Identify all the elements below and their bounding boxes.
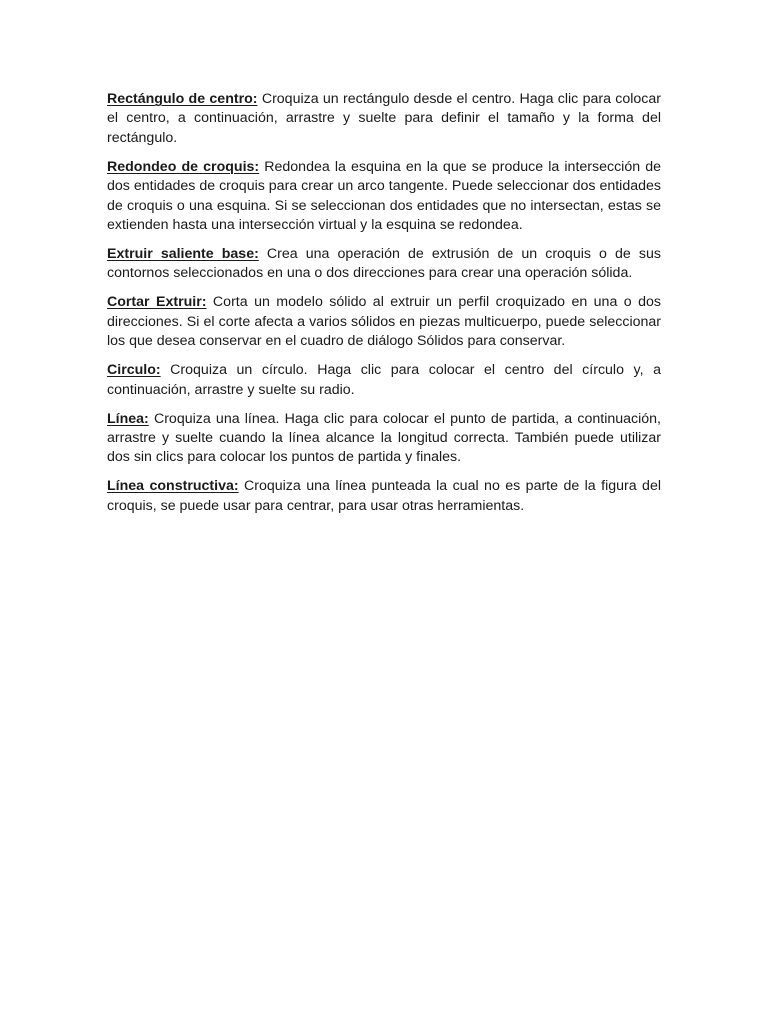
term-label: Extruir saliente base: xyxy=(107,246,259,263)
document-page xyxy=(107,90,661,526)
term-description: Croquiza una línea. Haga clic para colocar el punto de partida, a continuación, arrastre y suelte cuando la línea alcance la longitud correcta. También puede utilizar dos sin clics para colocar los puntos de partida y finales. xyxy=(107,410,661,466)
definition-cortar-extruir xyxy=(107,293,661,351)
term-label: Línea constructiva: xyxy=(107,478,239,495)
term-description: Corta un modelo sólido al extruir un perfil croquizado en una o dos direcciones. Si el corte afecta a varios sólidos en piezas multicuerpo, puede seleccionar los que desea conservar en el cuadro de diálogo Sólidos para conservar. xyxy=(107,294,662,350)
term-description: Croquiza una línea punteada la cual no es parte de la figura del croquis, se puede usar para centrar, para usar otras herramientas. xyxy=(107,478,661,514)
definition-extruir-saliente-base xyxy=(107,245,661,284)
definition-linea-constructiva xyxy=(107,477,661,516)
term-label: Circulo: xyxy=(107,362,161,379)
term-description: Croquiza un rectángulo desde el centro. Haga clic para colocar el centro, a continuación, arrastre y suelte para definir el tamaño y la forma del rectángulo. xyxy=(107,91,662,146)
definition-rectangulo-de-centro xyxy=(107,90,661,148)
definition-circulo xyxy=(107,361,661,400)
term-description: Redondea la esquina en la que se produce la intersección de dos entidades de croquis para crear un arco tangente. Puede seleccionar dos entidades de croquis o una esquina. Si se seleccionan dos entidades que no intersectan, estas se extienden hasta una intersección virtual y la esquina se redondea. xyxy=(107,158,662,234)
term-label: Rectángulo de centro: xyxy=(107,91,258,107)
definition-redondeo-de-croquis xyxy=(107,158,661,236)
term-label: Cortar Extruir: xyxy=(107,294,207,311)
term-label: Línea: xyxy=(107,410,149,427)
term-description: Croquiza un círculo. Haga clic para colocar el centro del círculo y, a continuación, arrastre y suelte su radio. xyxy=(107,362,661,398)
term-description: Crea una operación de extrusión de un croquis o de sus contornos seleccionados en una o dos direcciones para crear una operación sólida. xyxy=(107,246,661,282)
term-label: Redondeo de croquis: xyxy=(107,158,260,175)
definition-linea xyxy=(107,410,661,468)
